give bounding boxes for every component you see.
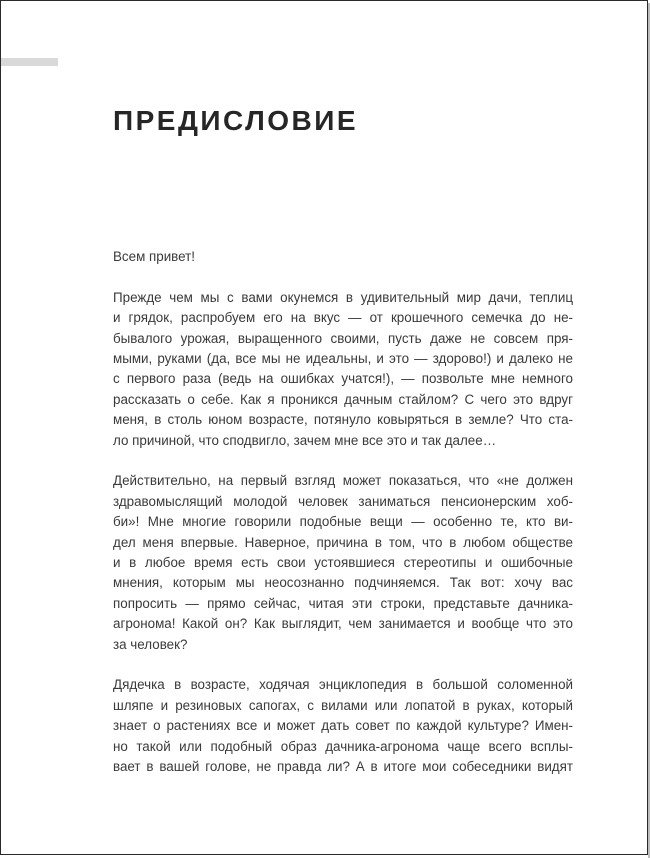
text-line: за человек? [113, 636, 188, 652]
text-line: шляпе и резиновых сапогах, с вилами или лопатой в руках, который [113, 697, 573, 713]
paragraph [113, 675, 573, 777]
text-line: ло причиной, что сподвигло, зачем мне все это и так далее… [113, 432, 497, 448]
paragraph [113, 471, 573, 655]
text-line: с первого раза (ведь на ошибках учатся!), — позвольте мне немного [113, 371, 573, 387]
text-line: дел меня впервые. Наверное, причина в том, что в любом обществе [113, 534, 573, 550]
text-line: Прежде чем мы с вами окунемся в удивительный мир дачи, теплиц [113, 289, 573, 305]
text-line: попросить — прямо сейчас, читая эти строки, представьте дачника- [113, 595, 573, 611]
decorative-accent-bar [1, 58, 58, 66]
paragraph [113, 288, 573, 451]
text-line: рассказать о себе. Как я проникся дачным стайлом? С чего это вдруг [113, 391, 573, 407]
text-line: и грядок, распробуем его на вкус — от крошечного семечка до не- [113, 310, 573, 326]
text-line: мыми, руками (да, все мы не идеальны, и это — здорово!) и далеко не [113, 351, 573, 367]
text-line: но такой или подобный образ дачника-агронома чаще всего всплы- [113, 738, 573, 754]
text-line: мнения, которым мы неосознанно подчиняемся. Так вот: хочу вас [113, 575, 573, 591]
chapter-title: ПРЕДИСЛОВИЕ [113, 105, 359, 136]
text-line: бывалого урожая, выращенного своими, пусть даже не совсем пря- [113, 330, 573, 346]
body-text [113, 247, 573, 798]
text-line: здравомыслящий молодой человек заниматься пенсионерским хоб- [113, 493, 573, 509]
text-line: Всем привет! [113, 249, 195, 264]
text-line: би»! Мне многие говорили подобные вещи — особенно те, кто ви- [113, 514, 573, 530]
text-line: и в любое время есть свои устоявшиеся стереотипы и ошибочные [113, 555, 573, 571]
text-line: Дядечка в возрасте, ходячая энциклопедия в большой соломенной [113, 677, 573, 693]
text-line: вает в вашей голове, не правда ли? А в итоге мои собеседники видят [113, 759, 573, 775]
text-line: Действительно, на первый взгляд может показаться, что «не должен [113, 473, 573, 489]
text-line: знает о растениях все и может дать совет по каждой культуре? Имен- [113, 718, 573, 734]
text-line: меня, в столь юном возрасте, потянуло ковыряться в земле? Что ста- [113, 412, 573, 428]
text-line: агронома! Какой он? Как выглядит, чем занимается и вообще что это [113, 616, 573, 632]
greeting-paragraph [113, 247, 573, 267]
